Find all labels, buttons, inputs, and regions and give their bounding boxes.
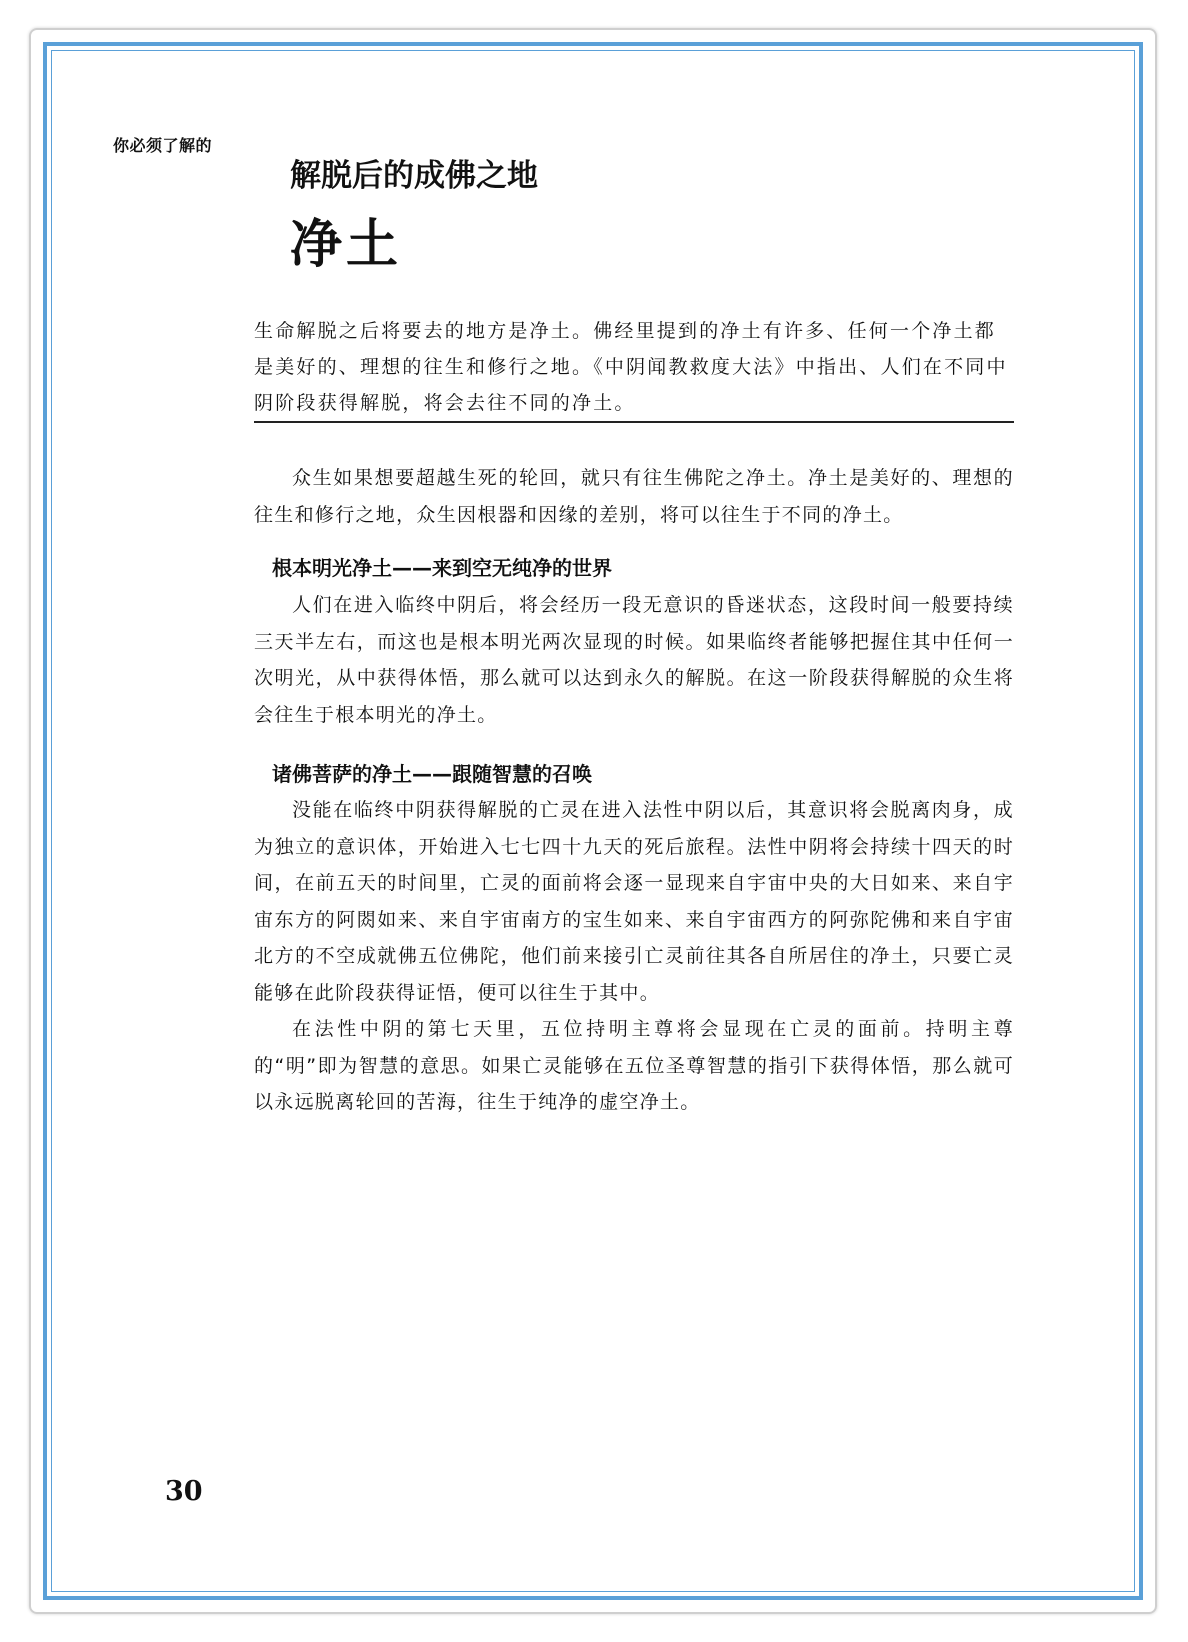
series-label: 你必须了解的 [113,136,213,155]
body-section-clear-light [254,587,1014,733]
paragraph: 在法性中阴的第七天里，五位持明主尊将会显现在亡灵的面前。持明主尊的“明”即为智慧的意思。如果亡灵能够在五位圣尊智慧的指引下获得体悟，那么就可以永远脱离轮回的苦海，往生于纯净的虚空净土。 [254,1018,1014,1113]
paragraph: 人们在进入临终中阴后，将会经历一段无意识的昏迷状态，这段时间一般要持续三天半左右，而这也是根本明光两次显现的时候。如果临终者能够把握住其中任何一次明光，从中获得体悟，那么就可以达到永久的解脱。在这一阶段获得解脱的众生将会往生于根本明光的净土。 [254,594,1014,726]
paragraph: 众生如果想要超越生死的轮回，就只有往生佛陀之净土。净土是美好的、理想的往生和修行之地，众生因根器和因缘的差别，将可以往生于不同的净土。 [254,467,1014,526]
page-subtitle: 解脱后的成佛之地 [290,158,538,194]
page-number: 30 [165,1476,203,1507]
paragraph: 没能在临终中阴获得解脱的亡灵在进入法性中阴以后，其意识将会脱离肉身，成为独立的意识体，开始进入七七四十九天的死后旅程。法性中阴将会持续十四天的时间，在前五天的时间里，亡灵的面前将会逐一显现来自宇宙中央的大日如来、来自宇宙东方的阿閦如来、来自宇宙南方的宝生如来、来自宇宙西方的阿弥陀佛和来自宇宙北方的不空成就佛五位佛陀，他们前来接引亡灵前往其各自所居住的净土，只要亡灵能够在此阶段获得证悟，便可以往生于其中。 [254,799,1014,1004]
section-heading: 诸佛菩萨的净土——跟随智慧的召唤 [272,762,592,786]
body-section-intro [254,460,1014,533]
intro-text: 生命解脱之后将要去的地方是净土。佛经里提到的净土有许多、任何一个净土都是美好的、理想的往生和修行之地。《中阴闻教救度大法》中指出、人们在不同中阴阶段获得解脱，将会去往不同的净土。 [254,320,1008,414]
body-section-buddha-lands [254,792,1014,1121]
section-heading: 根本明光净土——来到空无纯净的世界 [272,556,612,580]
page-title: 净土 [290,214,403,275]
divider-line [254,421,1014,423]
